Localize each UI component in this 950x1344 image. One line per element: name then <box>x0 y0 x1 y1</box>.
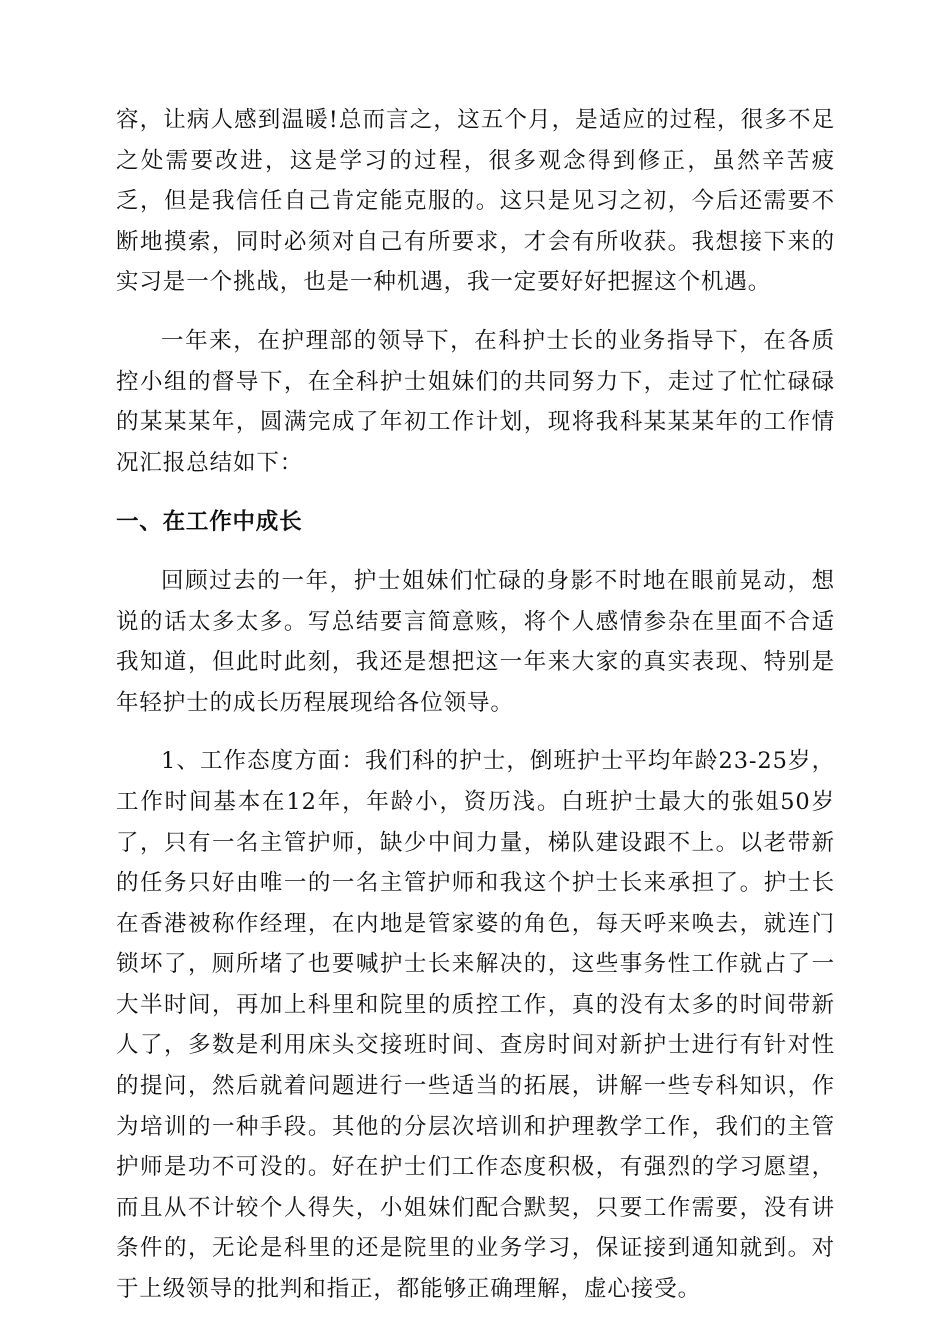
paragraph-review: 回顾过去的一年，护士姐妹们忙碌的身影不时地在眼前晃动，想说的话太多太多。写总结要言简意赅，将个人感情参杂在里面不合适我知道，但此时此刻，我还是想把这一年来大家的真实表现、特别是年轻护士的成长历程展现给各位领导。 <box>116 567 835 716</box>
document-page <box>116 100 835 1310</box>
section-heading: 一、在工作中成长 <box>116 509 303 536</box>
paragraph-work-attitude: 1、工作态度方面：我们科的护士，倒班护士平均年龄23-25岁，工作时间基本在12年，年龄小，资历浅。白班护士最大的张姐50岁了，只有一名主管护师，缺少中间力量，梯队建设跟不上。以老带新的任务只好由唯一的一名主管护师和我这个护士长来承担了。护士长在香港被称作经理，在内地是管家婆的角色，每天呼来唤去，就连门锁坏了，厕所堵了也要喊护士长来解决的，这些事务性工作就占了一大半时间，再加上科里和院里的质控工作，真的没有太多的时间带新人了，多数是利用床头交接班时间、查房时间对新护士进行有针对性的提问，然后就着问题进行一些适当的拓展，讲解一些专科知识，作为培训的一种手段。其他的分层次培训和护理教学工作，我们的主管护师是功不可没的。好在护士们工作态度积极，有强烈的学习愿望，而且从不计较个人得失，小姐妹们配合默契，只要工作需要，没有讲条件的，无论是科里的还是院里的业务学习，保证接到通知就到。对于上级领导的批判和指正，都能够正确理解，虚心接受。 <box>116 748 835 1303</box>
paragraph-continuation: 容，让病人感到温暖!总而言之，这五个月，是适应的过程，很多不足之处需要改进，这是学习的过程，很多观念得到修正，虽然辛苦疲乏，但是我信任自己肯定能克服的。这只是见习之初，今后还需要不断地摸索，同时必须对自己有所要求，才会有所收获。我想接下来的实习是一个挑战，也是一种机遇，我一定要好好把握这个机遇。 <box>116 107 835 296</box>
paragraph-intro: 一年来，在护理部的领导下，在科护士长的业务指导下，在各质控小组的督导下，在全科护士姐妹们的共同努力下，走过了忙忙碌碌的某某某年，圆满完成了年初工作计划，现将我科某某某年的工作情况汇报总结如下： <box>116 327 835 476</box>
